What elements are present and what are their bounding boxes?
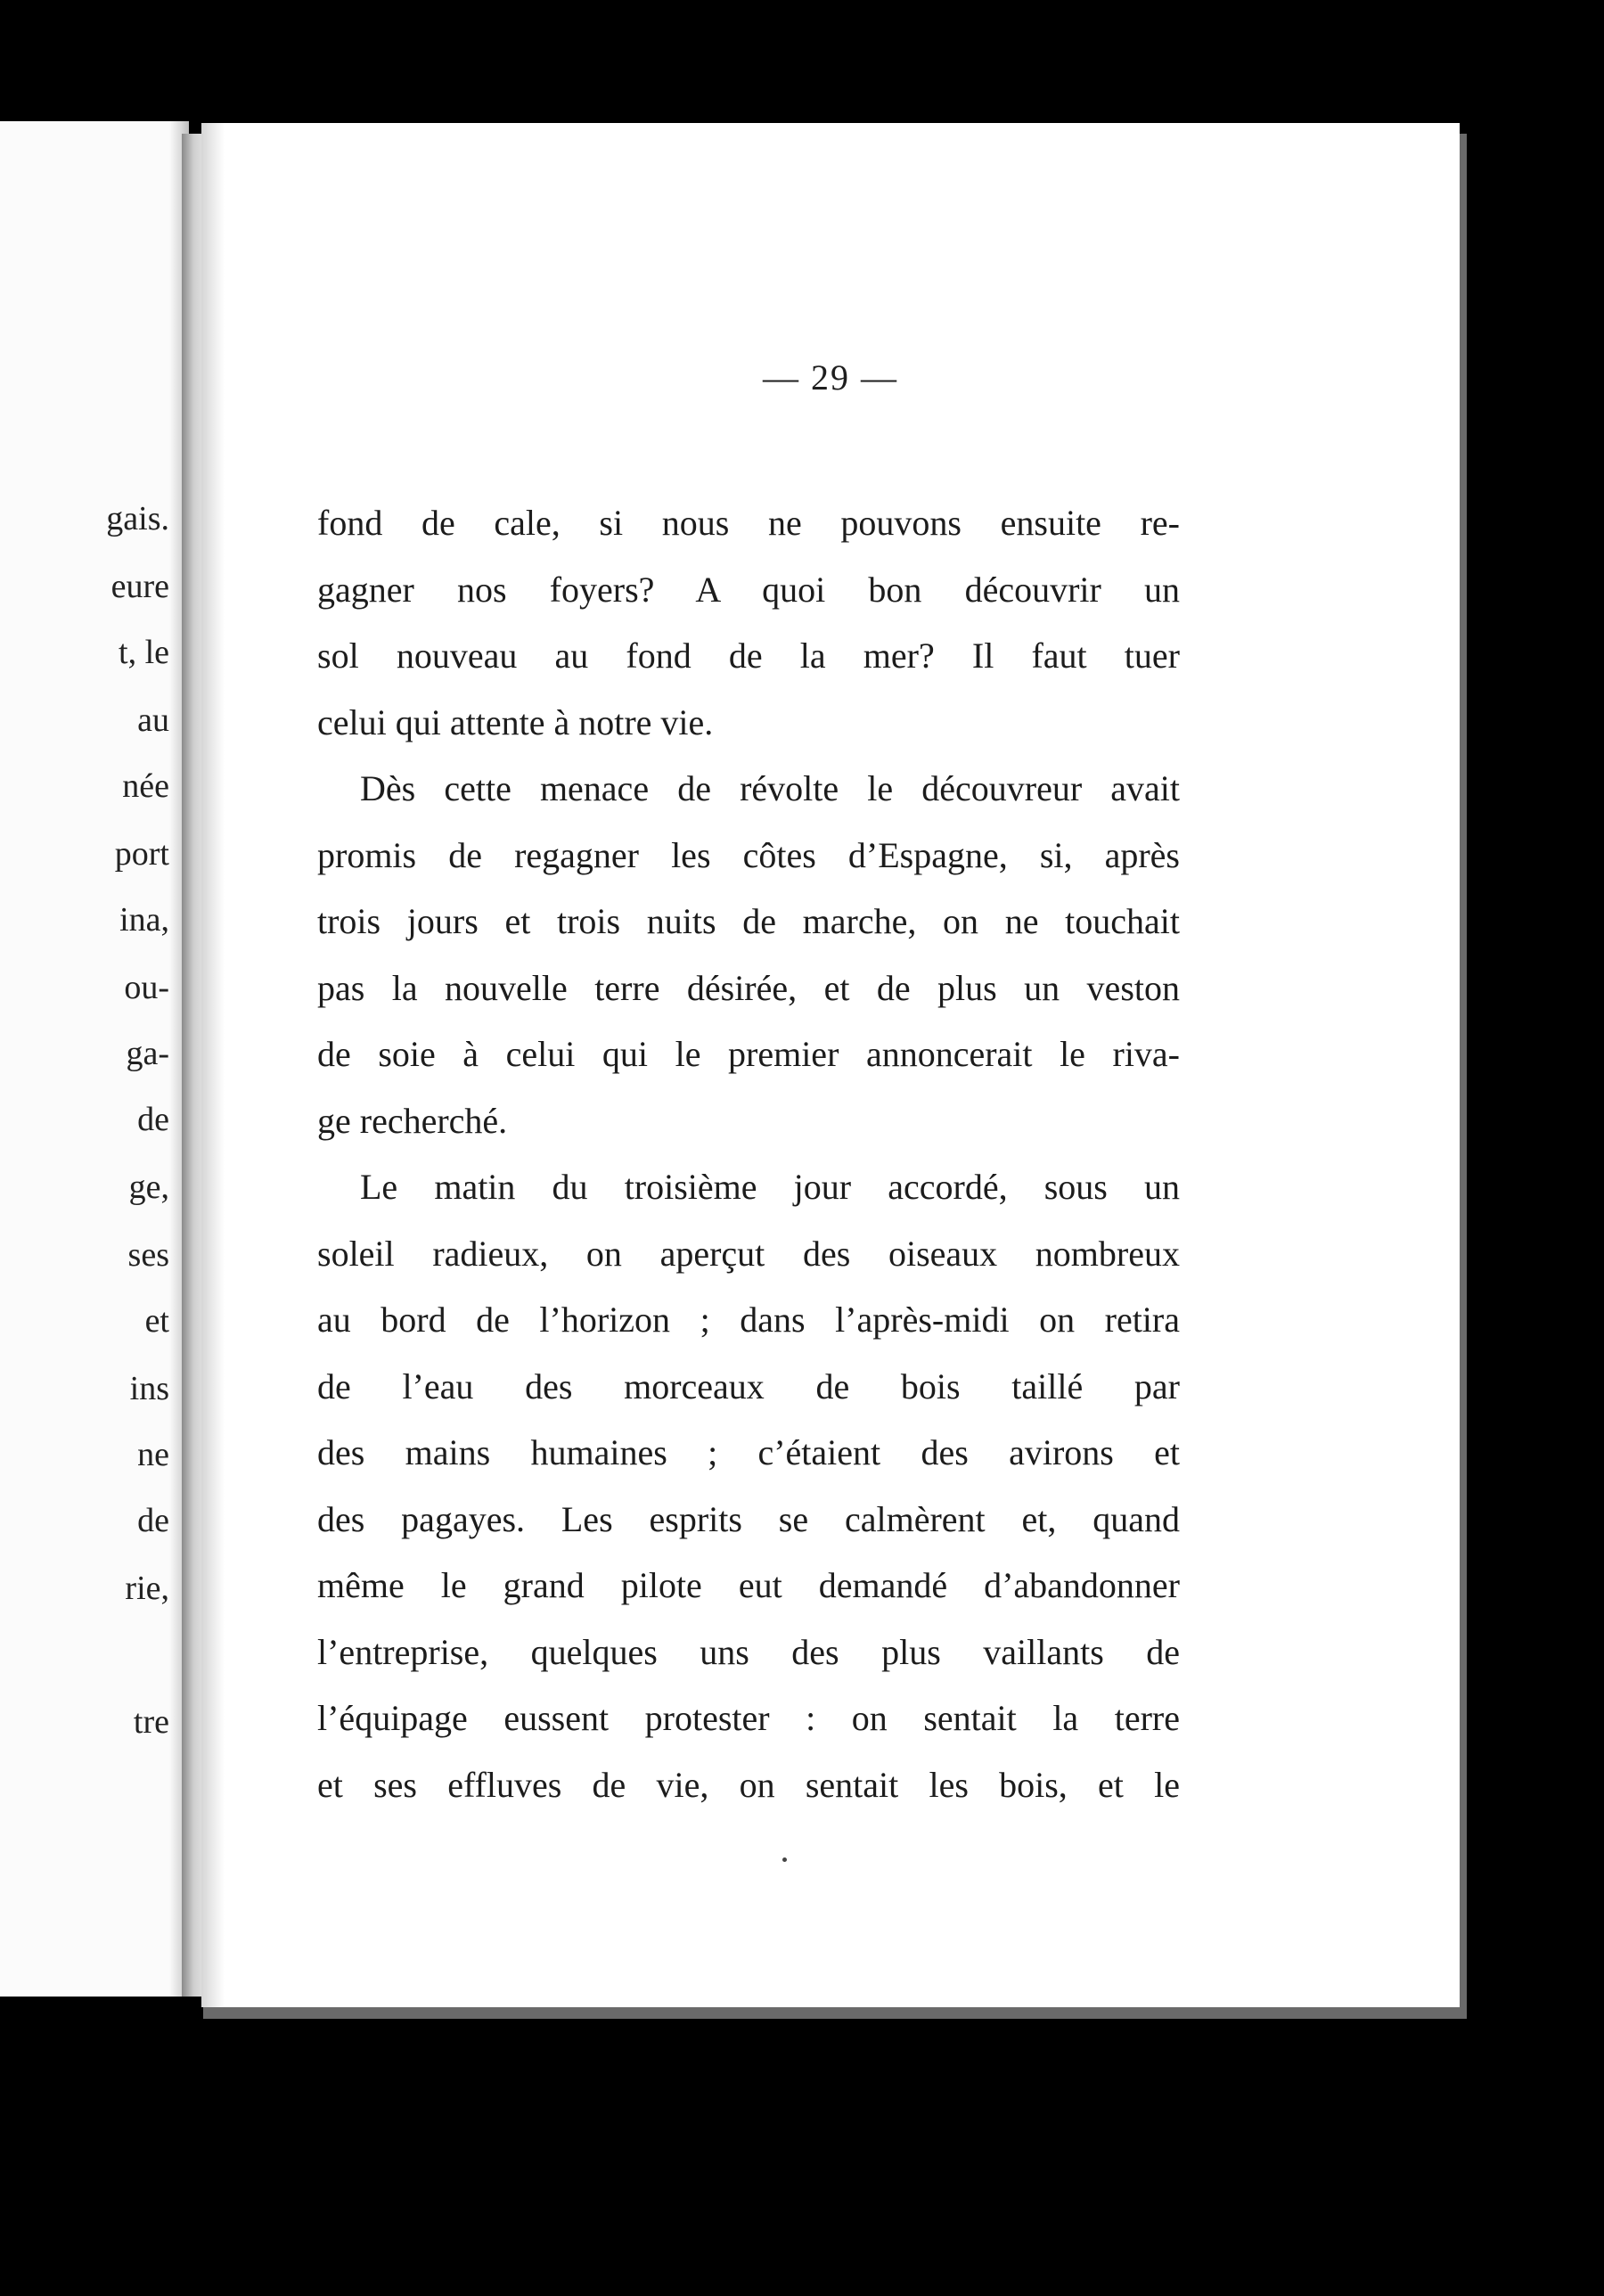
left-page-line: et [144, 1302, 169, 1340]
text-line: gagner nos foyers? A quoi bon découvrir un [317, 569, 1180, 610]
text-line: fond de cale, si nous ne pouvons ensuite re- [317, 503, 1180, 543]
text-line: même le grand pilote eut demandé d’abandonner [317, 1565, 1180, 1605]
left-page-line: rie, [125, 1570, 169, 1607]
text-line: Dès cette menace de révolte le découvreur avait [360, 768, 1180, 808]
text-line: au bord de l’horizon ; dans l’après-midi on retira [317, 1300, 1180, 1340]
body-text [317, 490, 1180, 1818]
left-page-line: née [122, 767, 169, 805]
left-page-line: de [137, 1502, 169, 1539]
left-facing-page [0, 121, 189, 1997]
text-line: de soie à celui qui le premier annoncerait le riva- [317, 1034, 1180, 1074]
ink-speck [782, 1857, 787, 1862]
text-line: trois jours et trois nuits de marche, on ne touchait [317, 901, 1180, 941]
left-page-line: tre [133, 1703, 169, 1741]
text-line: de l’eau des morceaux de bois taillé par [317, 1365, 1180, 1406]
text-line: ge recherché. [317, 1100, 508, 1141]
text-line: celui qui attente à notre vie. [317, 701, 714, 742]
left-page-line: ge, [128, 1168, 169, 1206]
text-line: pas la nouvelle terre désirée, et de plus un veston [317, 967, 1180, 1008]
page-number: — 29 — [763, 357, 898, 398]
text-line: promis de regagner les côtes d’Espagne, si, après [317, 834, 1180, 875]
text-line: des pagayes. Les esprits se calmèrent et, quand [317, 1498, 1180, 1539]
left-page-line: port [114, 835, 169, 873]
text-line: et ses effluves de vie, on sentait les bois, et le [317, 1764, 1180, 1805]
left-page-line: ga- [126, 1035, 169, 1072]
left-page-line: ina, [119, 901, 169, 939]
right-page [201, 123, 1460, 2007]
left-page-line: de [137, 1101, 169, 1138]
inner-gutter-shadow [201, 123, 225, 2007]
text-line: des mains humaines ; c’étaient des avirons et [317, 1432, 1180, 1472]
left-page-line: au [137, 701, 169, 739]
left-page-line: ou- [124, 969, 169, 1006]
text-line: l’entreprise, quelques uns des plus vaillants de [317, 1631, 1180, 1672]
left-page-line: ins [129, 1370, 169, 1407]
left-page-line: t, le [119, 634, 169, 671]
text-line: sol nouveau au fond de la mer? Il faut tuer [317, 636, 1180, 676]
text-line: l’équipage eussent protester : on sentait la terre [317, 1698, 1180, 1738]
text-line: soleil radieux, on aperçut des oiseaux nombreux [317, 1233, 1180, 1274]
left-page-line: eure [110, 568, 169, 605]
left-page-line: ne [137, 1436, 169, 1473]
left-page-line: ses [127, 1236, 169, 1274]
text-line: Le matin du troisième jour accordé, sous un [360, 1167, 1180, 1207]
left-page-line: gais. [106, 500, 169, 537]
